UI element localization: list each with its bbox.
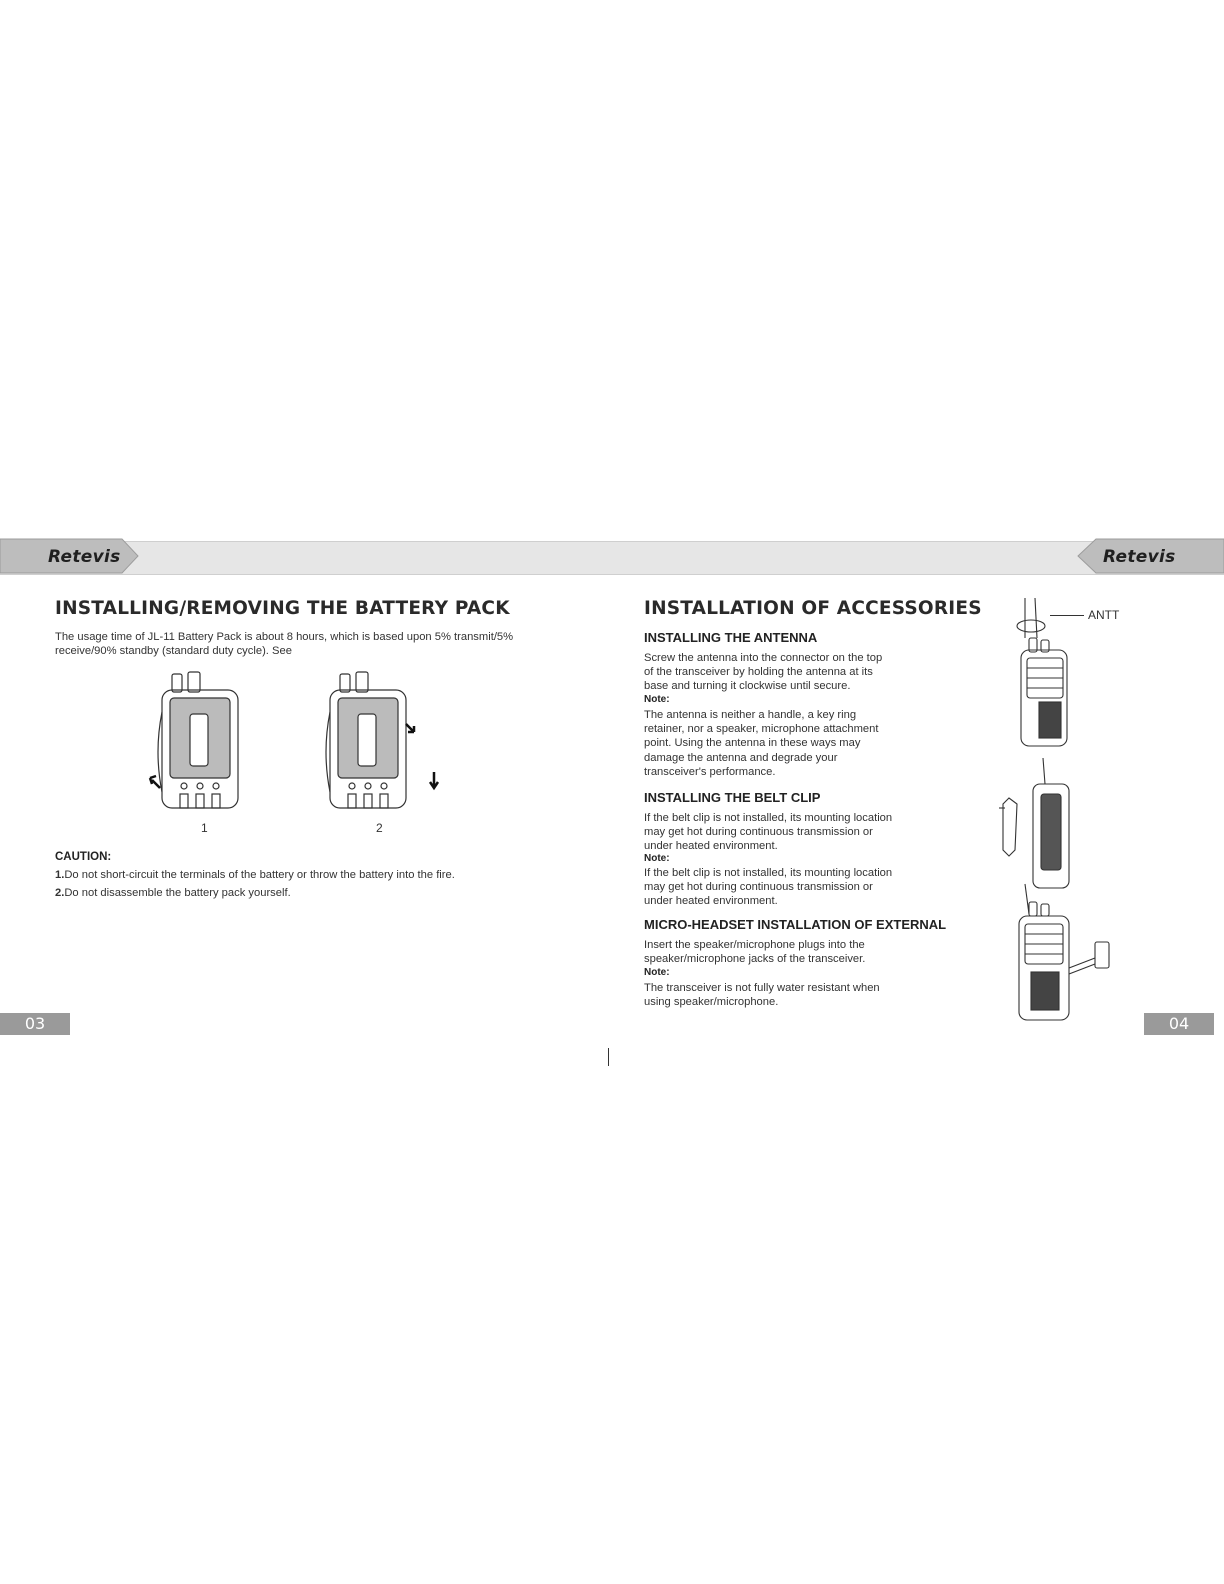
arrow-down-right-icon (406, 724, 414, 732)
antenna-body-line3: base and turning it clockwise until secure. (644, 680, 851, 693)
antenna-body-line1: Screw the antenna into the connector on the top (644, 652, 883, 664)
figure-label-2: 2 (376, 821, 383, 835)
headset-body (644, 938, 914, 966)
header-band (0, 541, 1224, 575)
page-number-right: 04 (1144, 1013, 1214, 1035)
center-fold-mark (608, 1048, 609, 1066)
headset-body-line1: Insert the speaker/microphone plugs into the (644, 939, 865, 951)
headset-note-line2: using speaker/microphone. (644, 996, 779, 1009)
antenna-note-line5: transceiver's performance. (644, 765, 776, 778)
belt-clip-body-line2: may get hot during continuous transmission or (644, 826, 873, 839)
belt-clip-radio-figure (999, 758, 1069, 888)
belt-clip-note-line1: If the belt clip is not installed, its mounting location (644, 867, 893, 879)
antenna-note-line1: The antenna is neither a handle, a key ring (644, 709, 857, 721)
antenna-note-line2: retainer, nor a speaker, microphone attachment (644, 723, 879, 736)
belt-clip-body (644, 811, 914, 854)
battery-intro (55, 630, 595, 658)
headset-note-line1: The transceiver is not fully water resistant when (644, 982, 880, 994)
radio-figure-1 (158, 672, 238, 808)
belt-clip-body-line1: If the belt clip is not installed, its mounting location (644, 812, 893, 824)
belt-clip-note-line2: may get hot during continuous transmission or (644, 881, 873, 894)
antenna-note (644, 708, 914, 779)
brand-logo-right (1076, 539, 1224, 573)
headset-note (644, 981, 914, 1009)
belt-clip-body-line3: under heated environment. (644, 840, 778, 853)
antenna-body (644, 651, 914, 694)
left-page-title: INSTALLING/REMOVING THE BATTERY PACK (55, 598, 510, 619)
caution-item-1 (55, 869, 455, 881)
figure-label-1: 1 (201, 821, 208, 835)
belt-clip-note-line3: under heated environment. (644, 895, 778, 908)
battery-intro-line2: receive/90% standby (standard duty cycle). See (55, 645, 292, 658)
battery-removal-illustration (140, 672, 440, 822)
brand-text-right: Retevis (1103, 547, 1176, 567)
arrow-up-left-icon (150, 776, 160, 788)
headset-note-label: Note: (644, 967, 670, 978)
brand-logo-left (0, 539, 140, 573)
antenna-note-line4: damage the antenna and degrade your (644, 751, 838, 764)
headset-radio-figure (1019, 884, 1109, 1020)
antt-label: ANTT (1088, 608, 1120, 622)
belt-clip-heading: INSTALLING THE BELT CLIP (644, 790, 821, 805)
belt-clip-note-label: Note: (644, 853, 670, 864)
caution-num-1: 1. (55, 869, 65, 881)
brand-text-left: Retevis (48, 547, 121, 567)
antenna-note-label: Note: (644, 694, 670, 705)
headset-heading: MICRO-HEADSET INSTALLATION OF EXTERNAL (644, 917, 947, 932)
battery-intro-line1: The usage time of JL-11 Battery Pack is about 8 hours, which is based upon 5% transmit/5% (55, 631, 514, 643)
radio-figure-2 (326, 672, 406, 808)
caution-num-2: 2. (55, 887, 65, 899)
arrow-down-icon (430, 772, 438, 788)
antenna-note-line3: point. Using the antenna in these ways may (644, 737, 861, 750)
antenna-heading: INSTALLING THE ANTENNA (644, 630, 818, 645)
caution-text-2: Do not disassemble the battery pack yourself. (64, 887, 291, 899)
caution-heading: CAUTION: (55, 851, 112, 863)
antenna-radio-figure (1017, 598, 1067, 746)
caution-item-2 (55, 887, 291, 899)
belt-clip-note (644, 866, 914, 909)
headset-body-line2: speaker/microphone jacks of the transceiver. (644, 953, 866, 966)
caution-text-1: Do not short-circuit the terminals of the battery or throw the battery into the fire. (64, 869, 455, 881)
right-page-title: INSTALLATION OF ACCESSORIES (644, 598, 982, 619)
accessory-illustrations (995, 598, 1115, 1028)
page-number-left: 03 (0, 1013, 70, 1035)
antenna-body-line2: of the transceiver by holding the antenna at its (644, 666, 873, 679)
